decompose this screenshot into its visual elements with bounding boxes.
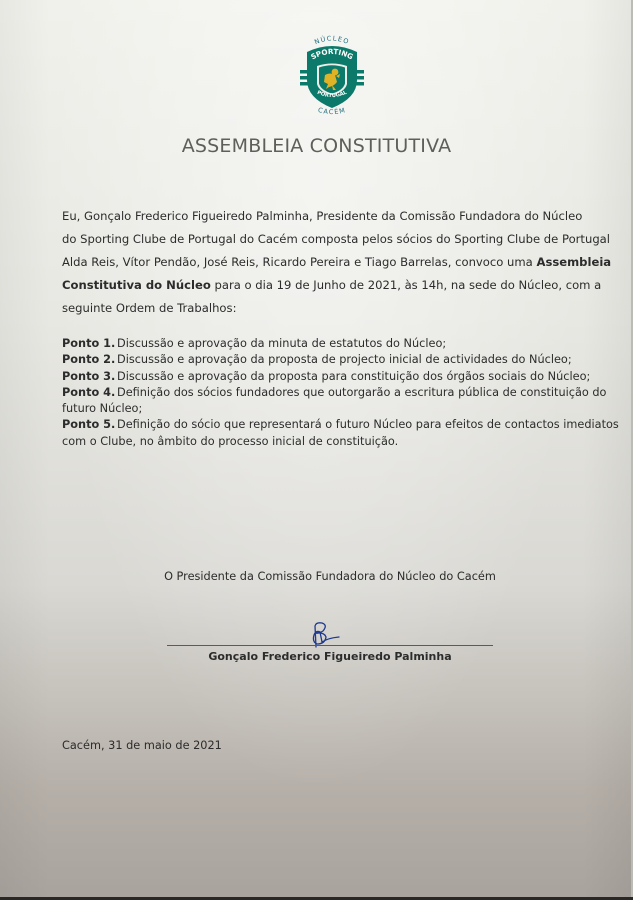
intro-line-3 <box>62 251 612 274</box>
agenda-item-text: Discussão e aprovação da proposta para constituição dos órgãos sociais do Núcleo; <box>117 369 591 383</box>
agenda-item <box>62 417 619 433</box>
agenda-item-label: Ponto 1. <box>62 337 116 350</box>
crest-text-lower: PORTUGAL <box>316 89 348 100</box>
agenda-item-text: Discussão e aprovação da minuta de estatutos do Núcleo; <box>117 337 447 350</box>
signature-line <box>167 645 493 646</box>
sporting-cacem-crest-logo <box>299 32 365 118</box>
agenda-item <box>62 369 607 385</box>
agenda-item-label: Ponto 3. <box>62 369 116 383</box>
intro-line-5: seguinte Ordem de Trabalhos: <box>62 301 237 315</box>
signer-name: Gonçalo Frederico Figueiredo Palminha <box>208 650 452 663</box>
crest-text-top: NÚCLEO <box>313 34 351 47</box>
intro-line-3-text: Alda Reis, Vítor Pendão, José Reis, Ricardo Pereira e Tiago Barrelas, convoco uma <box>62 255 537 269</box>
agenda-item-label: Ponto 5. <box>62 418 116 432</box>
intro-paragraph <box>62 205 612 320</box>
intro-line-4 <box>62 274 602 297</box>
agenda-item-label: Ponto 4. <box>62 385 116 399</box>
document-title: ASSEMBLEIA CONSTITUTIVA <box>181 135 452 157</box>
agenda-item-continuation: futuro Núcleo; <box>62 402 143 416</box>
agenda-item <box>62 352 607 368</box>
agenda-item-text: Definição do sócio que representará o futuro Núcleo para efeitos de contactos imediatos <box>117 418 619 432</box>
crest-text-band: SPORTING <box>309 46 355 62</box>
document-date: Cacém, 31 de maio de 2021 <box>62 739 222 752</box>
agenda-item-label: Ponto 2. <box>62 353 116 367</box>
agenda-item-text: Discussão e aprovação da proposta de projecto inicial de actividades do Núcleo; <box>117 353 572 367</box>
agenda-item <box>62 336 607 352</box>
intro-line-2: do Sporting Clube de Portugal do Cacém composta pelos sócios do Sporting Clube de Portugal <box>62 232 611 246</box>
agenda-item-continuation: com o Clube, no âmbito do processo inicial de constituição. <box>62 434 399 448</box>
agenda-item <box>62 385 607 401</box>
crest-text-bottom: CACÉM <box>317 105 347 117</box>
intro-line-1: Eu, Gonçalo Frederico Figueiredo Palminha, Presidente da Comissão Fundadora do Núcleo <box>62 209 583 223</box>
closing-statement: O Presidente da Comissão Fundadora do Núcleo do Cacém <box>164 570 496 583</box>
agenda-item-text: Definição dos sócios fundadores que outorgarão a escritura pública de constituição do <box>117 385 607 399</box>
agenda-list <box>62 336 619 450</box>
intro-line-4-text: para o dia 19 de Junho de 2021, às 14h, na sede do Núcleo, com a <box>210 278 602 292</box>
intro-line-4-bold: Constitutiva do Núcleo <box>62 278 211 292</box>
intro-line-3-bold: Assembleia <box>536 255 612 269</box>
